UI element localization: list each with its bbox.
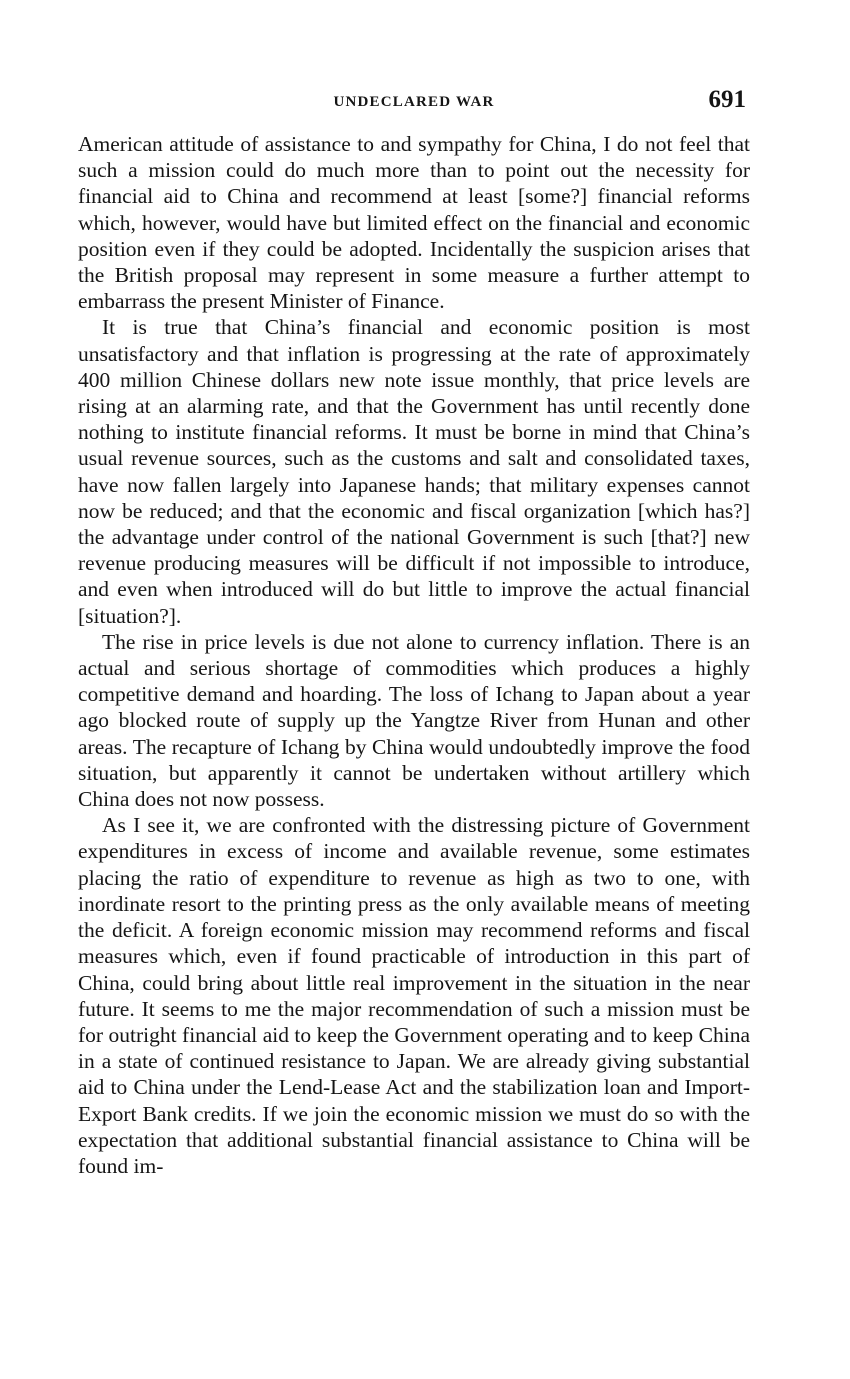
paragraph: It is true that China’s financial and economic position is most unsatisfactory and that inflation is progressing at the rate of approximately 400 million Chinese dollars new note issue monthly, that price levels are rising at an alarming rate, and that the Government has until recently done nothing to institute financial reforms. It must be borne in mind that China’s usual revenue sources, such as the customs and salt and consolidated taxes, have now fallen largely into Japanese hands; that military expenses cannot now be reduced; and that the economic and fiscal organization [which has?] the advantage under control of the national Government is such [that?] new revenue producing measures will be difficult if not impossible to introduce, and even when introduced will do but little to improve the actual financial [situation?]. <box>78 315 750 628</box>
running-head <box>78 88 750 118</box>
paragraph: As I see it, we are confronted with the distressing picture of Government expenditures in excess of income and available revenue, some estimates placing the ratio of expenditure to revenue as high as two to one, with inordinate resort to the printing press as the only available means of meeting the deficit. A foreign economic mission may recommend reforms and fiscal measures which, even if found practicable of introduction in this part of China, could bring about little real improvement in the situation in the near future. It seems to me the major recommendation of such a mission must be for outright financial aid to keep the Government operating and to keep China in a state of continued resistance to Japan. We are already giving substantial aid to China under the Lend-Lease Act and the stabilization loan and Import-Export Bank credits. If we join the economic mission we must do so with the expectation that additional substantial financial assistance to China will be found im- <box>78 813 750 1178</box>
body-text <box>78 131 750 1179</box>
paragraph: The rise in price levels is due not alone to currency inflation. There is an actual and serious shortage of commodities which produces a highly competitive demand and hoarding. The loss of Ichang to Japan about a year ago blocked route of supply up the Yangtze River from Hunan and other areas. The recapture of Ichang by China would undoubtedly improve the food situation, but apparently it cannot be undertaken without artillery which China does not now possess. <box>78 629 750 812</box>
running-title: UNDECLARED WAR <box>333 94 495 110</box>
paragraph: American attitude of assistance to and sympathy for China, I do not feel that such a mission could do much more than to point out the necessity for financial aid to China and recommend at least [some?] financial reforms which, however, would have but limited effect on the financial and economic position even if they could be adopted. Incidentally the suspicion arises that the British proposal may represent in some measure a further attempt to embarrass the present Minister of Finance. <box>78 132 750 314</box>
page-number: 691 <box>708 86 746 113</box>
